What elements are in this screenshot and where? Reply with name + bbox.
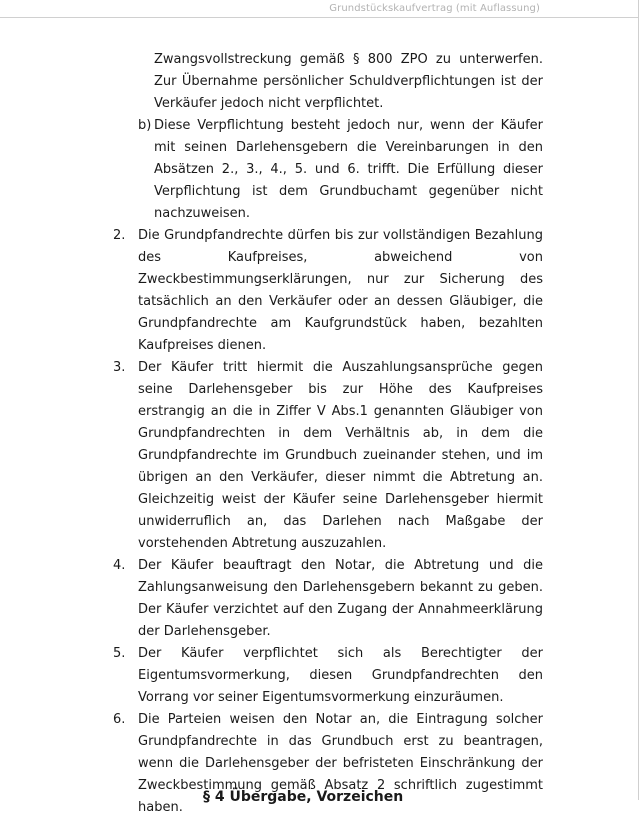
running-header: Grundstückskaufvertrag (mit Auflassung) [329, 3, 540, 14]
sub-item-b [138, 115, 543, 225]
item-number: 2. [113, 228, 126, 243]
sub-item-text: Diese Verpflichtung besteht jedoch nur, wenn der Käufer mit seinen Darlehensgebern die Vereinbarungen in den Absätzen 2., 3., 4., 5. und 6. trifft. Die Erfüllung dieser Verpflichtung ist dem Grundbuchamt gegenüber nicht nachzuweisen. [154, 118, 543, 221]
item-number: 6. [113, 712, 126, 727]
item-text: Die Parteien weisen den Notar an, die Eintragung solcher Grundpfandrechte in das Grundbuch erst zu beantragen, wenn die Darlehensgeber der befristeten Einschränkung der Zweckbestimmung gemäß Absatz 2 schriftlich zugestimmt haben. [138, 712, 543, 815]
numbered-item-3 [113, 357, 543, 555]
item-text: Der Käufer tritt hiermit die Auszahlungsansprüche gegen seine Darlehensgeber bis zur Höhe des Kaufpreises erstrangig an die in Ziffer V Abs.1 genannten Gläubiger von Grundpfandrechten in dem Verhältnis ab, in dem die Grundpfandrechte im Grundbuch zueinander stehen, und im übrigen an den Verkäufer, dieser nimmt die Abtretung an. Gleichzeitig weist der Käufer seine Darlehensgeber hiermit unwiderruflich an, das Darlehen nach Maßgabe der vorstehenden Abtretung auszuzahlen. [138, 360, 543, 551]
next-section-heading: § 4 Übergabe, Vorzeichen [203, 789, 404, 805]
document-body [0, 49, 638, 819]
item-number: 3. [113, 360, 126, 375]
item-number: 5. [113, 646, 126, 661]
sub-item-marker: b) [138, 118, 152, 133]
header-divider [0, 17, 638, 18]
numbered-item-2 [113, 225, 543, 357]
item-text: Der Käufer beauftragt den Notar, die Abtretung und die Zahlungsanweisung den Darlehensgebern bekannt zu geben. Der Käufer verzichtet auf den Zugang der Annahmeerklärung der Darlehensgeber. [138, 558, 543, 639]
numbered-item-5 [113, 643, 543, 709]
numbered-item-4 [113, 555, 543, 643]
continued-paragraph: Zwangsvollstreckung gemäß § 800 ZPO zu unterwerfen. Zur Übernahme persönlicher Schuldverpflichtungen ist der Verkäufer jedoch nicht verpflichtet. [154, 52, 543, 111]
item-text: Die Grundpfandrechte dürfen bis zur vollständigen Bezahlung des Kaufpreises, abweichend von Zweckbestimmungserklärungen, nur zur Sicherung des tatsächlich an den Verkäufer oder an dessen Gläubiger, die Grundpfandrechte am Kaufgrundstück haben, bezahlten Kaufpreises dienen. [138, 228, 543, 353]
item-number: 4. [113, 558, 126, 573]
item-text: Der Käufer verpflichtet sich als Berechtigter der Eigentumsvormerkung, diesen Grundpfandrechten den Vorrang vor seiner Eigentumsvormerkung einzuräumen. [138, 646, 543, 705]
